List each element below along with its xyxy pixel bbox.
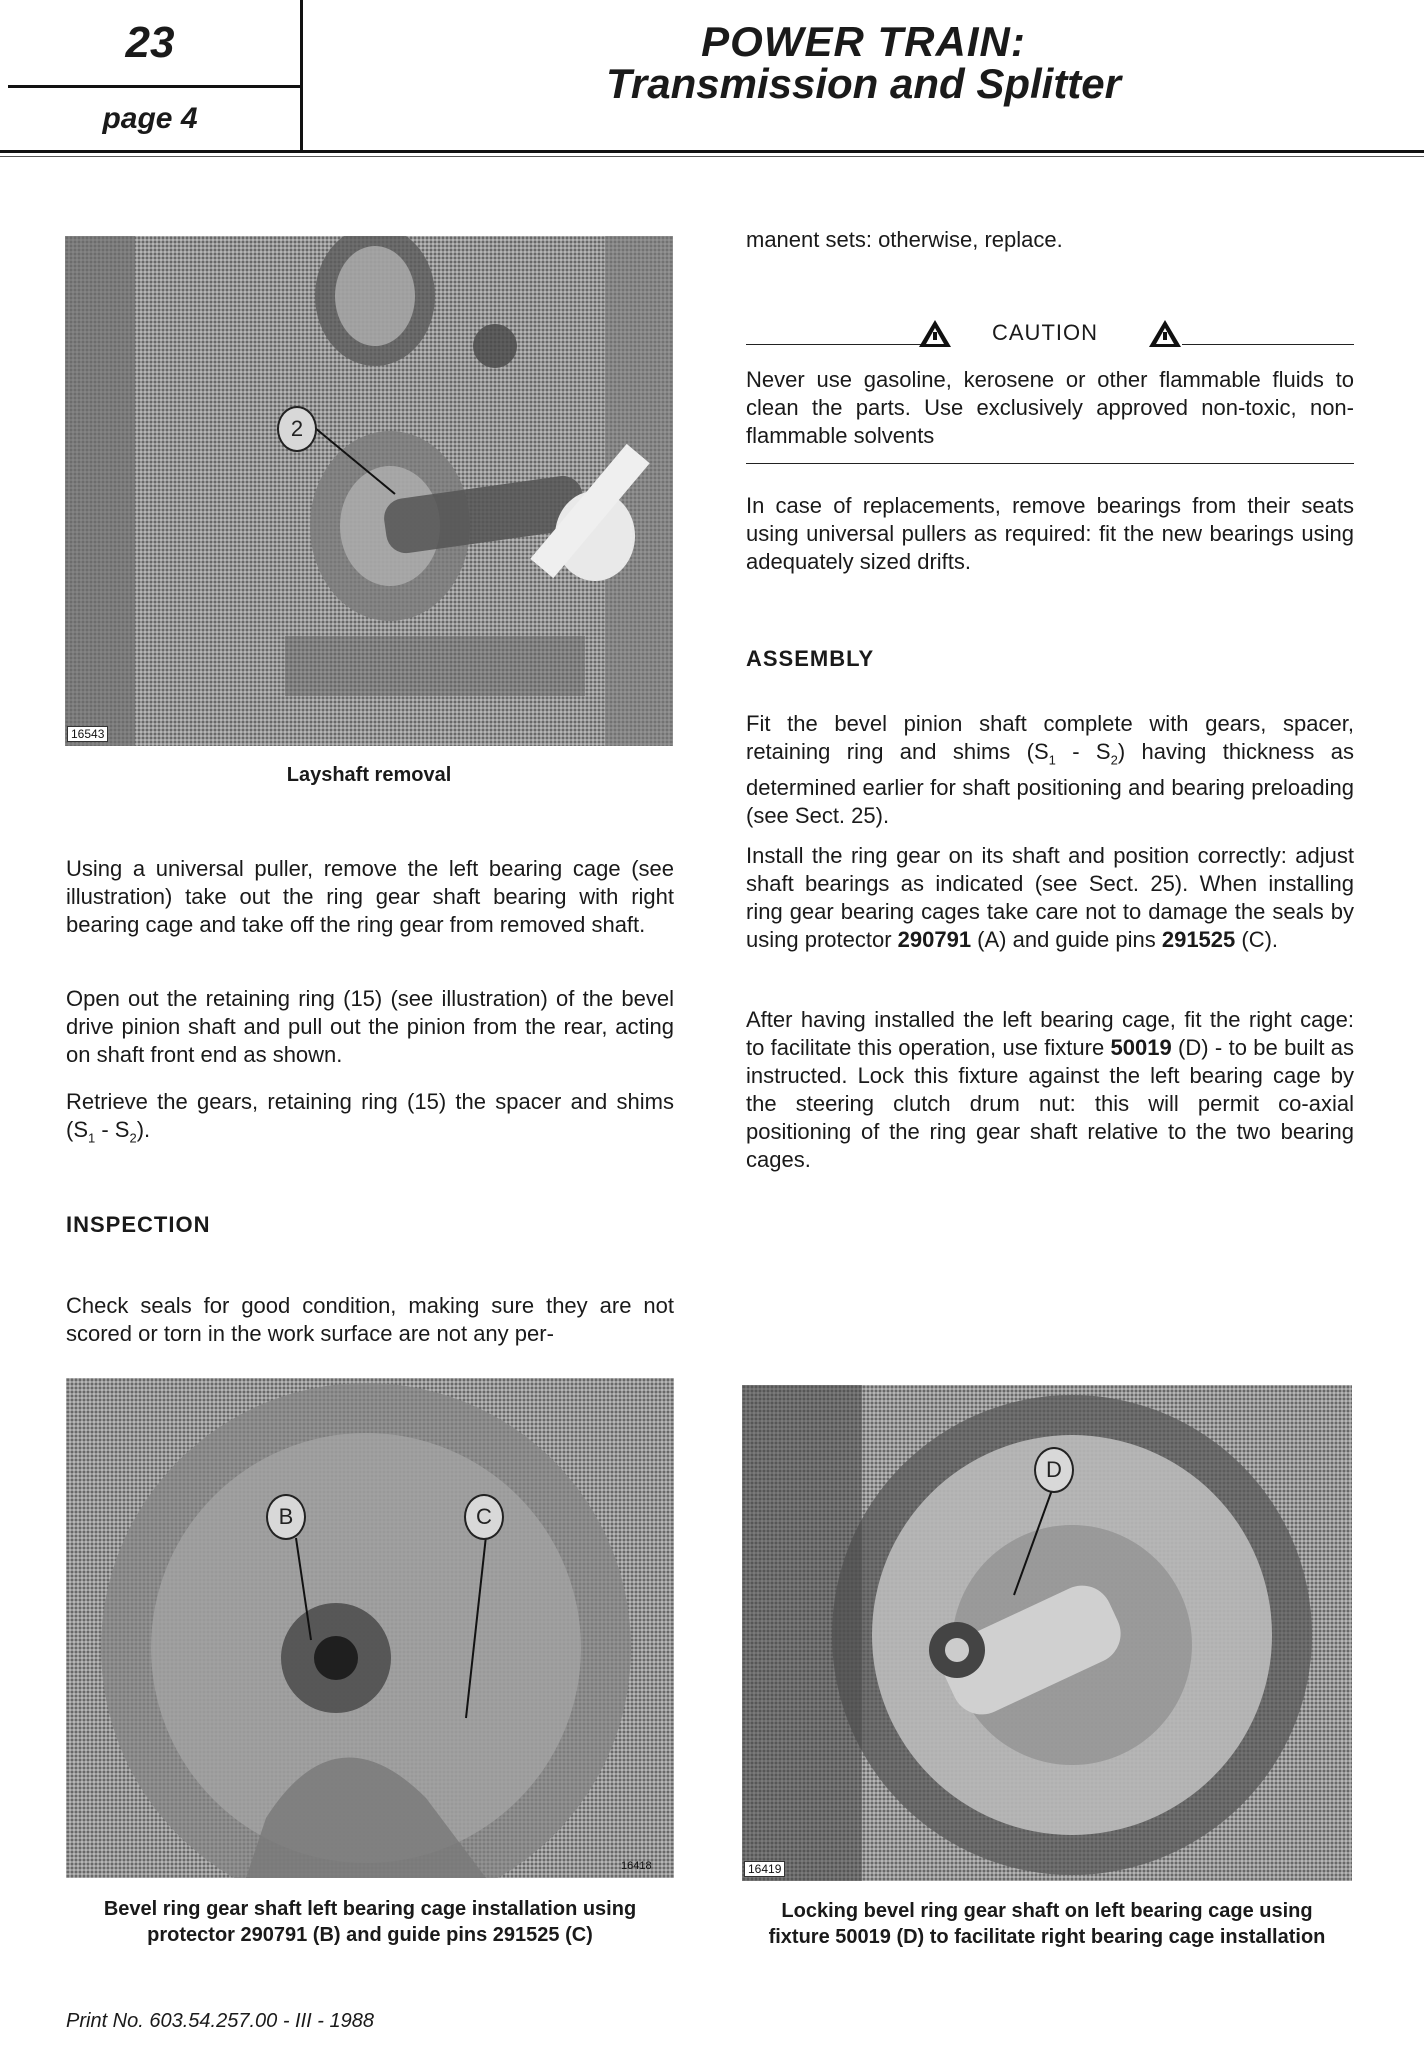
- inspection-paragraph: Check seals for good condition, making sure they are not scored or torn in the work surface are not any per-: [66, 1293, 674, 1346]
- callout-b: B: [266, 1494, 306, 1540]
- inspection-heading: INSPECTION: [66, 1212, 211, 1237]
- callout-c: C: [464, 1494, 504, 1540]
- figure-number-label: 16419: [744, 1861, 785, 1877]
- page-title-line1: POWER TRAIN:: [701, 18, 1026, 65]
- removal-paragraph-2: Open out the retaining ring (15) (see illustration) of the bevel drive pinion shaft and pull out the pinion from the rear, acting on shaft front end as shown.: [66, 986, 674, 1067]
- callout-2: 2: [277, 406, 317, 452]
- layshaft-illustration: [65, 236, 673, 746]
- callout-d: D: [1034, 1447, 1074, 1493]
- figure-number-label: 16418: [621, 1860, 652, 1872]
- assembly-paragraph-3: After having installed the left bearing cage, fit the right cage: to facilitate this operation, use fixture 50019 (D) - to be built as instructed. Lock this fixture against the left bearing cage by the steering clutch drum nut: this will permit co-axial positioning of the ring gear shaft relative to the two bearing cages.: [746, 1007, 1354, 1172]
- figure-caption: Layshaft removal: [286, 764, 452, 786]
- page-title-line2: Transmission and Splitter: [605, 60, 1121, 107]
- figure-caption-line1: Bevel ring gear shaft left bearing cage installation using: [103, 1898, 637, 1920]
- assembly-heading: ASSEMBLY: [746, 646, 875, 671]
- assembly-paragraph-2: Install the ring gear on its shaft and position correctly: adjust shaft bearings as indicated (see Sect. 25). When installing ring gear bearing cages take care not to damage the seals by using protector 290791 (A) and guide pins 291525 (C).: [746, 843, 1354, 952]
- section-number: 23: [125, 18, 175, 67]
- caution-end-line: [746, 463, 1354, 464]
- caution-line-right: [1182, 344, 1354, 345]
- caution-text: Never use gasoline, kerosene or other flammable fluids to clean the parts. Use exclusively approved non-toxic, non-flammable solvents: [746, 367, 1354, 448]
- removal-paragraph-1: Using a universal puller, remove the left bearing cage (see illustration) take out the ring gear shaft bearing with right bearing cage and take off the ring gear from removed shaft.: [66, 856, 674, 937]
- caution-label: CAUTION: [992, 320, 1098, 345]
- figure-caption-line1: Locking bevel ring gear shaft on left bearing cage using: [781, 1900, 1313, 1922]
- print-number-footer: Print No. 603.54.257.00 - III - 1988: [66, 2010, 374, 2032]
- header-rule: [0, 150, 1424, 153]
- assembly-paragraph-1: Fit the bevel pinion shaft complete with gears, spacer, retaining ring and shims $(S_1 - S_2)$ having thickness as determined earlier for shaft positioning and bearing preloading (see Sect. 25).: [746, 711, 1355, 829]
- figure-caption-line2: fixture 50019 (D) to facilitate right bearing cage installation: [768, 1926, 1326, 1948]
- continued-text: manent sets: otherwise, replace.: [746, 227, 1063, 252]
- ring-gear-illustration: [66, 1378, 674, 1878]
- removal-paragraph-3: Retrieve the gears, retaining ring (15) the spacer and shims $(S_1 - S_2)$.: [66, 1089, 674, 1146]
- section-divider: [8, 85, 300, 88]
- caution-header: [746, 318, 1354, 352]
- figure-layshaft-photo: [65, 236, 673, 746]
- caution-line-left: [746, 344, 921, 345]
- figure-number-label: 16543: [67, 726, 108, 742]
- figure-caption-line2: protector 290791 (B) and guide pins 291525 (C): [147, 1924, 593, 1946]
- warning-icon-right: [1148, 318, 1182, 348]
- warning-icon: [918, 318, 952, 348]
- header-rule-thin: [0, 156, 1424, 157]
- figure-fixture-locking-photo: [742, 1385, 1352, 1881]
- replacement-paragraph: In case of replacements, remove bearings from their seats using universal pullers as required: fit the new bearings using adequately sized drifts.: [746, 493, 1354, 574]
- figure-ring-gear-left-cage-photo: [66, 1378, 674, 1878]
- page-label: page 4: [102, 102, 198, 135]
